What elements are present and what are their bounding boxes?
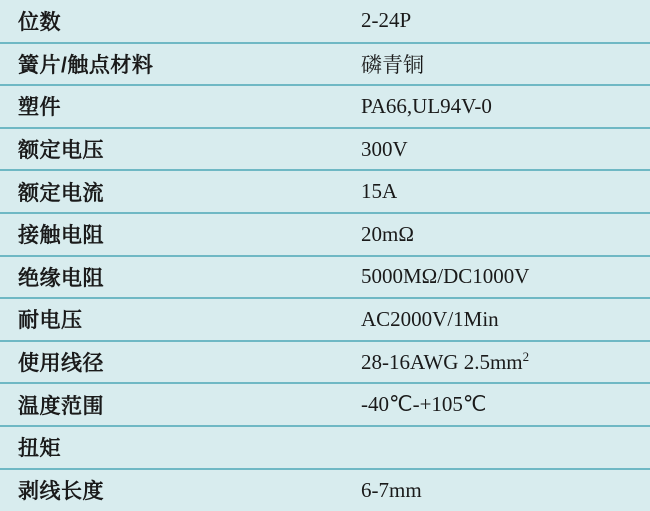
spec-value-text: 15A <box>361 179 398 204</box>
spec-value-superscript: 2 <box>522 348 530 364</box>
spec-value-text: -40℃-+105℃ <box>361 392 487 417</box>
table-row <box>0 0 650 43</box>
spec-label: 接触电阻 <box>0 213 353 256</box>
spec-value-text: 5000MΩ/DC1000V <box>361 264 530 289</box>
table-row <box>0 170 650 213</box>
spec-label: 扭矩 <box>0 426 353 469</box>
table-row <box>0 256 650 299</box>
table-row <box>0 298 650 341</box>
table-row <box>0 85 650 128</box>
spec-label: 簧片/触点材料 <box>0 43 353 86</box>
spec-value <box>353 426 650 469</box>
spec-value-text: 28-16AWG 2.5mm <box>361 349 523 374</box>
spec-value-text: 20mΩ <box>361 221 414 246</box>
spec-value <box>353 170 650 213</box>
spec-value-text: 6-7mm <box>361 477 422 502</box>
table-row <box>0 383 650 426</box>
spec-label: 温度范围 <box>0 383 353 426</box>
spec-value <box>353 85 650 128</box>
spec-label: 位数 <box>0 0 353 43</box>
spec-value <box>353 43 650 86</box>
spec-label: 额定电流 <box>0 170 353 213</box>
spec-label: 额定电压 <box>0 128 353 171</box>
spec-value <box>353 256 650 299</box>
spec-value-text: PA66,UL94V-0 <box>361 93 492 118</box>
spec-label: 耐电压 <box>0 298 353 341</box>
spec-value-text: AC2000V/1Min <box>361 306 499 331</box>
table-row <box>0 213 650 256</box>
spec-value <box>353 341 650 384</box>
spec-value <box>353 383 650 426</box>
spec-value <box>353 128 650 171</box>
spec-value-text: 300V <box>361 136 408 161</box>
table-row <box>0 43 650 86</box>
spec-value-text: 2-24P <box>361 8 412 33</box>
table-row <box>0 341 650 384</box>
table-row <box>0 426 650 469</box>
spec-label: 使用线径 <box>0 341 353 384</box>
table-row <box>0 469 650 511</box>
spec-value-text: 磷青铜 <box>361 52 424 77</box>
spec-label: 剥线长度 <box>0 469 353 511</box>
spec-label: 塑件 <box>0 85 353 128</box>
spec-value <box>353 298 650 341</box>
spec-label: 绝缘电阻 <box>0 256 353 299</box>
table-row <box>0 128 650 171</box>
spec-value <box>353 469 650 511</box>
spec-value <box>353 213 650 256</box>
spec-value <box>353 0 650 43</box>
